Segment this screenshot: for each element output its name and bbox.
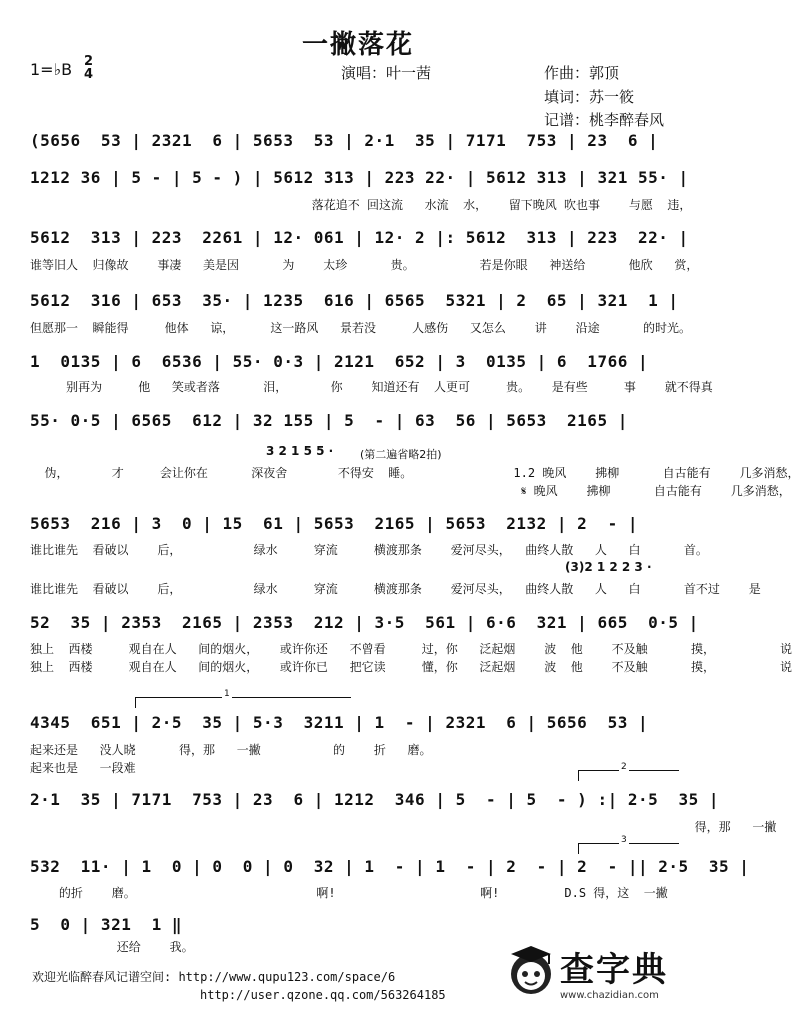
- volta-1-label: 1: [224, 689, 230, 699]
- footer-welcome: 欢迎光临醉春风记谱空间: http://www.qupu123.com/space/6: [32, 970, 396, 984]
- lyric-row-10: 得，那 一撇: [30, 820, 777, 834]
- lyric-row-7b: 谁比谁先 看破以 后， 绿水 穿流 横渡那条 爱河尽头， 曲终人散 人 白 首不过 是: [30, 582, 761, 596]
- notation-row-12: 5 0 | 321 1 ‖: [30, 915, 182, 934]
- notation-row-4: 5612 316 | 653 35· | 1235 616 | 6565 5321 | 2 65 | 321 1 |: [30, 291, 679, 310]
- lyric-row-11: 的折 磨。 啊! 啊! D.S 得，这 一撇: [30, 886, 668, 900]
- notation-row-3: 5612 313 | 223 2261 | 12· 061 | 12· 2 |: 5612 313 | 223 22· |: [30, 228, 689, 247]
- logo-brand: 查字典: [560, 950, 668, 990]
- song-title: 一撇落花: [301, 30, 414, 60]
- volta-1: [135, 689, 351, 708]
- notation-row-6: 55· 0·5 | 6565 612 | 32 155 | 5 - | 63 56 | 5653 2165 |: [30, 411, 628, 430]
- lyric-row-6b: 𝄋 晚风 拂柳 自古能有 几多消愁，: [30, 484, 791, 498]
- lyric-row-8a: 独上 西楼 观自在人 间的烟火， 或许你还 不曾看 过，你 泛起烟 波 他 不及触 摸， 说: [30, 642, 793, 656]
- volta-2-label: 2: [621, 762, 627, 772]
- lyric-row-12: 还给 我。: [30, 940, 194, 954]
- time-bottom: 4: [84, 67, 94, 82]
- lyric-row-9b: 起来也是 一段难: [30, 761, 136, 775]
- lyric-row-5: 别再为 他 笑或者落 泪， 你 知道还有 人更可 贵。 是有些 事 就不得真: [30, 380, 713, 394]
- notation-row-1: (5656 53 | 2321 6 | 5653 53 | 2·1 35 | 7171 753 | 23 6 |: [30, 131, 659, 150]
- notation-row-9: 4345 651 | 2·5 35 | 5·3 3211 | 1 - | 2321 6 | 5656 53 |: [30, 713, 649, 732]
- singer-credit: 演唱：叶一茜: [341, 64, 432, 82]
- mascot-icon: [505, 940, 557, 1000]
- notation-row-5: 1 0135 | 6 6536 | 55· 0·3 | 2121 652 | 3 0135 | 6 1766 |: [30, 352, 649, 371]
- notation-row-2: 1212 36 | 5 - | 5 - ) | 5612 313 | 223 22· | 5612 313 | 321 55· |: [30, 168, 689, 187]
- transcriber-credit: 记谱：桃李醉春风: [544, 111, 665, 129]
- lyric-row-9a: 起来还是 没人晓 得，那 一撇 的 折 磨。: [30, 743, 432, 757]
- footer-url[interactable]: http://user.qzone.qq.com/563264185: [200, 988, 446, 1002]
- lyric-row-8b: 独上 西楼 观自在人 间的烟火， 或许你已 把它读 懂，你 泛起烟 波 他 不及触 摸， 说: [30, 660, 793, 674]
- volta-3-label: 3: [621, 835, 627, 845]
- time-signature: [84, 55, 93, 81]
- time-top: 2: [84, 54, 94, 69]
- lyricist-credit: 填词：苏一筱: [544, 88, 635, 106]
- lyric-row-2: 落花追不 回这流 水流 水， 留下晚风 吹也事 与愿 违，: [30, 198, 692, 212]
- volta-3: [578, 835, 679, 854]
- notation-row-8: 52 35 | 2353 2165 | 2353 212 | 3·5 561 | 6·6 321 | 665 0·5 |: [30, 613, 699, 632]
- logo-url: www.chazidian.com: [560, 990, 659, 1001]
- lyric-row-7a: 谁比谁先 看破以 后， 绿水 穿流 横渡那条 爱河尽头， 曲终人散 人 白 首。: [30, 543, 708, 557]
- notation-row-11: 532 11· | 1 0 | 0 0 | 0 32 | 1 - | 1 - | 2 - | 2 - || 2·5 35 |: [30, 857, 750, 876]
- notation-row-10: 2·1 35 | 7171 753 | 23 6 | 1212 346 | 5 - | 5 - ) :| 2·5 35 |: [30, 790, 720, 809]
- notation-row-7: 5653 216 | 3 0 | 15 61 | 5653 2165 | 5653 2132 | 2 - |: [30, 514, 638, 533]
- third-ending-notes: (3)2 1 2 2 3 ·: [565, 560, 652, 574]
- lyric-row-4: 但愿那一 瞬能得 他体 谅， 这一路风 景若没 人感伤 又怎么 讲 沿途 的时光。: [30, 321, 691, 335]
- lyric-row-6a: 伪， 才 会让你在 深夜舍 不得安 睡。 1.2 晚风 拂柳 自古能有 几多消愁，: [30, 466, 799, 480]
- key-signature: 1=♭B: [30, 60, 73, 79]
- skip-notes: 3 2 1 5 5 ·: [266, 444, 334, 458]
- composer-credit: 作曲：郭顶: [544, 64, 620, 82]
- skip-annotation: (第二遍省略2拍): [360, 448, 442, 461]
- volta-2: [578, 762, 679, 781]
- lyric-row-3: 谁等旧人 归像故 事凄 美是因 为 太珍 贵。 若是你眼 神送给 他欣 赏，: [30, 258, 699, 272]
